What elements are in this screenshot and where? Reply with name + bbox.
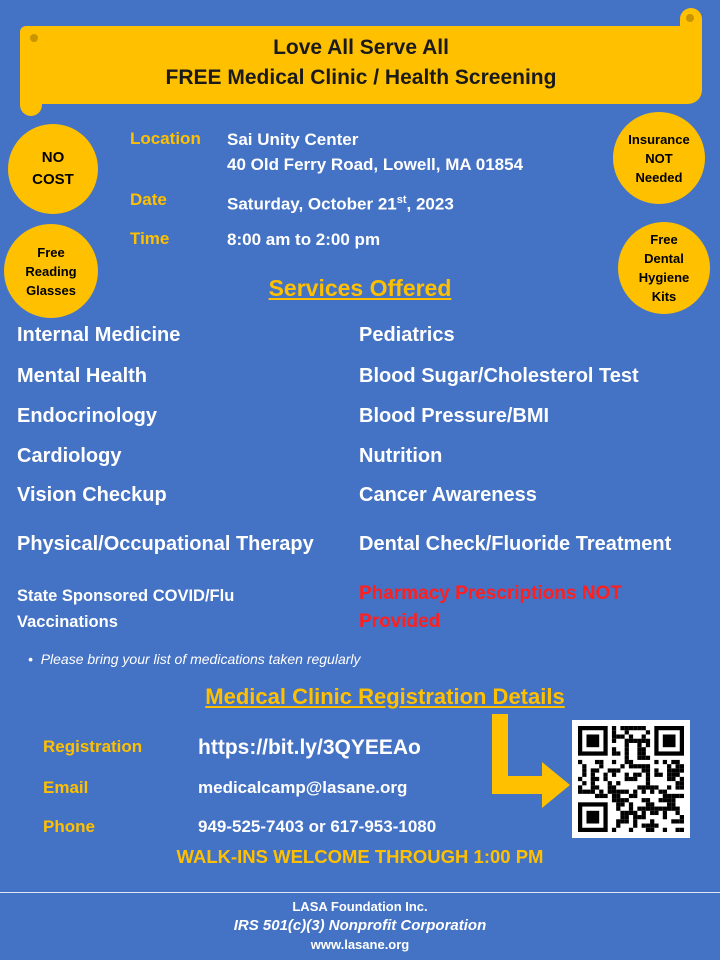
free-reading-glasses-badge: Free Reading Glasses	[4, 224, 98, 318]
location-value	[227, 127, 523, 177]
service-item: Cardiology	[17, 445, 122, 467]
medication-note: • Please bring your list of medications taken regularly	[28, 651, 361, 667]
banner-title: Love All Serve All	[273, 36, 449, 59]
walkin-notice: WALK-INS WELCOME THROUGH 1:00 PM	[176, 846, 544, 867]
service-item: Mental Health	[17, 365, 148, 387]
banner-curl-dot-right	[686, 14, 694, 22]
venue-name: Sai Unity Center	[227, 130, 359, 149]
banner-curl-dot-left	[30, 34, 38, 42]
email-label: Email	[43, 778, 89, 797]
registration-heading: Medical Clinic Registration Details	[205, 684, 565, 709]
footer-divider	[0, 892, 720, 893]
service-item: Nutrition	[359, 445, 443, 467]
event-banner	[20, 26, 702, 104]
bullet-icon: •	[28, 651, 41, 667]
service-item: Endocrinology	[17, 405, 157, 427]
date-value: Saturday, October 21st, 2023	[227, 194, 454, 214]
venue-address: 40 Old Ferry Road, Lowell, MA 01854	[227, 155, 524, 174]
services-heading: Services Offered	[268, 275, 452, 301]
registration-link[interactable]: https://bit.ly/3QYEEAo	[198, 736, 421, 759]
footer-org: LASA Foundation Inc.	[292, 899, 428, 914]
qr-code[interactable]	[572, 720, 690, 838]
qr-code-icon	[578, 726, 684, 832]
no-cost-badge: NO COST	[8, 124, 98, 214]
service-item: Vision Checkup	[17, 484, 167, 506]
free-dental-kits-badge: Free Dental Hygiene Kits	[618, 222, 710, 314]
registration-label: Registration	[43, 737, 143, 756]
service-item: Pediatrics	[359, 324, 455, 346]
time-value: 8:00 am to 2:00 pm	[227, 230, 381, 249]
location-label: Location	[130, 129, 201, 148]
email-link[interactable]: medicalcamp@lasane.org	[198, 778, 408, 797]
arrow-down-right-icon	[486, 714, 572, 810]
service-item: Cancer Awareness	[359, 484, 537, 506]
service-item: Physical/Occupational Therapy	[17, 533, 314, 555]
phone-numbers: 949-525-7403 or 617-953-1080	[198, 817, 437, 836]
date-label: Date	[130, 190, 167, 209]
pharmacy-warning: Pharmacy Prescriptions NOT Provided	[359, 583, 622, 632]
service-item: Internal Medicine	[17, 324, 181, 346]
footer-status: IRS 501(c)(3) Nonprofit Corporation	[233, 917, 487, 934]
insurance-not-needed-badge: Insurance NOT Needed	[613, 112, 705, 204]
service-item: Dental Check/Fluoride Treatment	[359, 533, 672, 555]
service-item-vaccinations: State Sponsored COVID/Flu Vaccinations	[17, 587, 235, 631]
banner-subtitle: FREE Medical Clinic / Health Screening	[165, 66, 557, 89]
phone-label: Phone	[43, 817, 95, 836]
service-item: Blood Sugar/Cholesterol Test	[359, 365, 639, 387]
footer-website[interactable]: www.lasane.org	[310, 937, 410, 952]
time-label: Time	[130, 229, 170, 248]
service-item: Blood Pressure/BMI	[359, 405, 550, 427]
